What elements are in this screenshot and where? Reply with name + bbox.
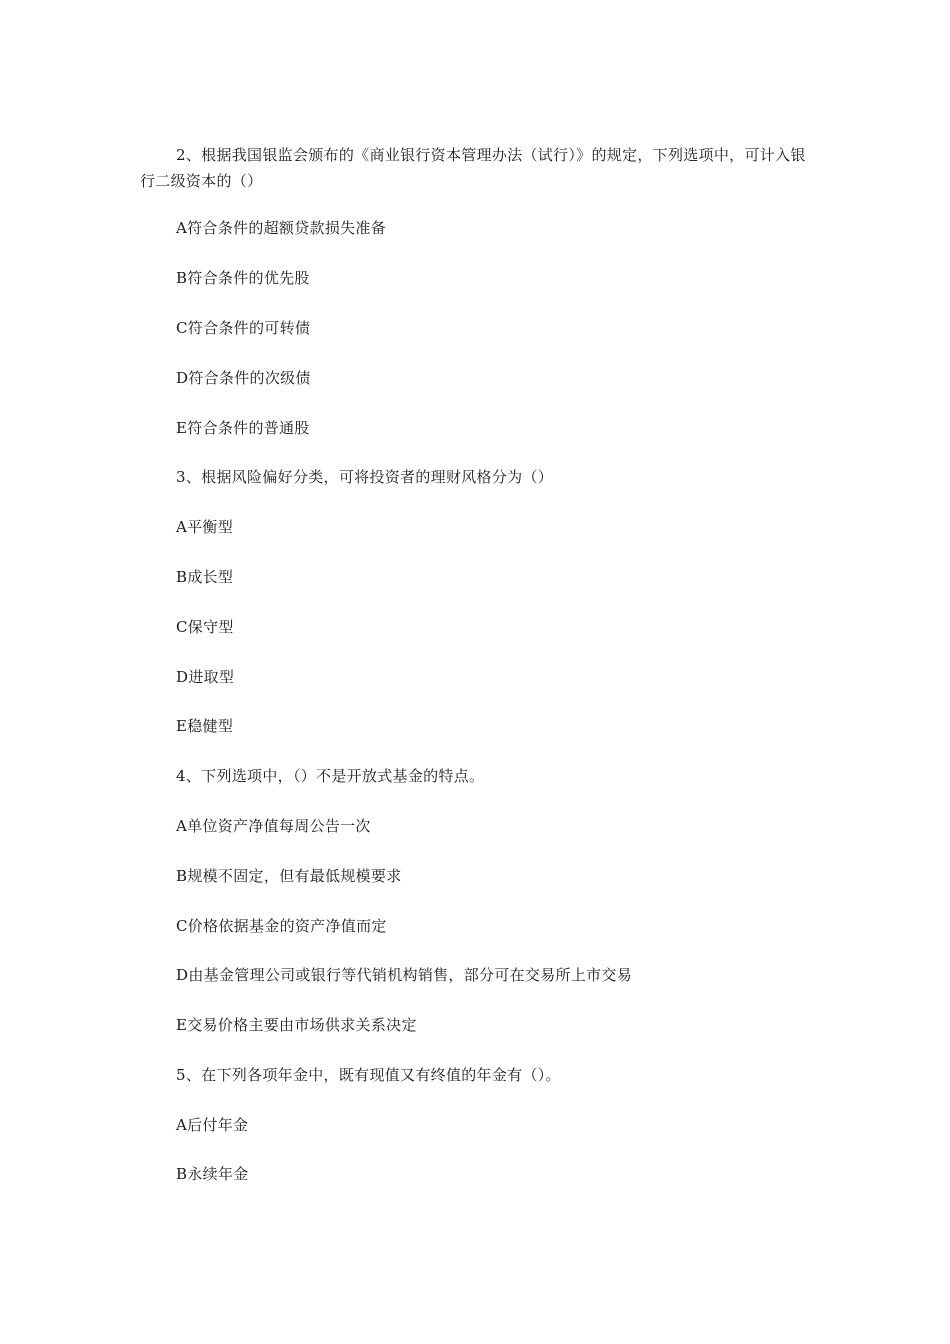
question-4-option-b: B规模不固定，但有最低规模要求 — [176, 867, 402, 885]
question-3-option-a: A平衡型 — [176, 518, 234, 536]
question-stem-5: 5、在下列各项年金中，既有现值又有终值的年金有（）。 — [176, 1066, 561, 1084]
question-4-option-c: C价格依据基金的资产净值而定 — [176, 917, 387, 935]
question-3-option-d: D进取型 — [176, 668, 235, 686]
question-4-option-a: A单位资产净值每周公告一次 — [176, 817, 371, 835]
question-5-option-b: B永续年金 — [176, 1165, 249, 1183]
question-stem-4: 4、下列选项中，（）不是开放式基金的特点。 — [176, 767, 485, 785]
question-3-option-b: B成长型 — [176, 568, 234, 586]
question-3-option-c: C保守型 — [176, 618, 234, 636]
question-3-option-e: E稳健型 — [176, 717, 234, 735]
question-2-option-e: E符合条件的普通股 — [176, 419, 310, 437]
question-2-option-b: B符合条件的优先股 — [176, 269, 310, 287]
question-4-option-e: E交易价格主要由市场供求关系决定 — [176, 1016, 417, 1034]
question-2-option-c: C符合条件的可转债 — [176, 319, 311, 337]
question-stem-2: 2、根据我国银监会颁布的《商业银行资本管理办法（试行）》的规定，下列选项中，可计入银行二级资本的（） — [140, 146, 806, 190]
question-5-option-a: A后付年金 — [176, 1116, 249, 1134]
question-4-option-d: D由基金管理公司或银行等代销机构销售，部分可在交易所上市交易 — [176, 966, 633, 984]
question-2-option-a: A符合条件的超额贷款损失准备 — [176, 219, 387, 237]
question-stem-3: 3、根据风险偏好分类，可将投资者的理财风格分为（） — [176, 468, 554, 486]
question-2-option-d: D符合条件的次级债 — [176, 369, 311, 387]
